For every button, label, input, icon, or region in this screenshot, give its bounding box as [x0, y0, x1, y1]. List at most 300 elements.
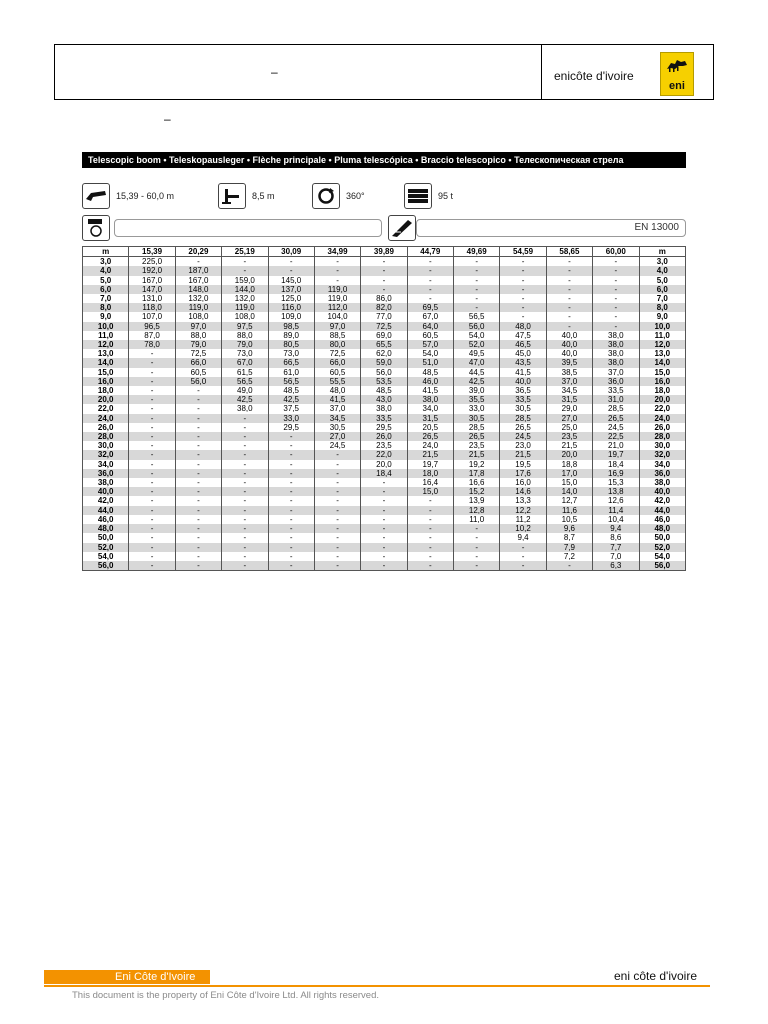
- capacity-cell: -: [314, 478, 360, 487]
- capacity-cell: -: [361, 552, 407, 561]
- capacity-cell: -: [361, 524, 407, 533]
- capacity-cell: -: [314, 460, 360, 469]
- boom-banner: Telescopic boom • Teleskopausleger • Flèche principale • Pluma telescópica • Braccio telescopico • Телескопическая стрела: [82, 152, 686, 168]
- table-row: [83, 515, 686, 524]
- capacity-cell: -: [454, 276, 500, 285]
- capacity-cell: -: [268, 460, 314, 469]
- radius-cell: 32,0: [639, 450, 686, 459]
- footer-accent: [44, 970, 112, 984]
- capacity-cell: 31,5: [546, 395, 592, 404]
- radius-cell: 11,0: [639, 331, 686, 340]
- capacity-cell: 97,0: [175, 322, 221, 331]
- capacity-cell: -: [175, 432, 221, 441]
- outrigger-value: 8,5 m: [252, 191, 275, 201]
- capacity-cell: 16,6: [454, 478, 500, 487]
- capacity-cell: -: [546, 276, 592, 285]
- capacity-cell: 89,0: [268, 331, 314, 340]
- capacity-cell: 19,5: [500, 460, 546, 469]
- capacity-cell: -: [175, 257, 221, 267]
- capacity-cell: -: [454, 303, 500, 312]
- capacity-cell: -: [361, 257, 407, 267]
- capacity-cell: -: [361, 266, 407, 275]
- radius-cell: 11,0: [83, 331, 129, 340]
- capacity-cell: -: [129, 561, 175, 571]
- capacity-cell: -: [129, 524, 175, 533]
- capacity-cell: 97,0: [314, 322, 360, 331]
- capacity-cell: 132,0: [175, 294, 221, 303]
- capacity-cell: -: [268, 257, 314, 267]
- radius-cell: 52,0: [639, 543, 686, 552]
- capacity-cell: -: [175, 506, 221, 515]
- capacity-cell: 43,0: [361, 395, 407, 404]
- capacity-cell: 38,0: [593, 331, 639, 340]
- radius-cell: 50,0: [83, 533, 129, 542]
- capacity-cell: 41,5: [500, 368, 546, 377]
- capacity-cell: -: [175, 386, 221, 395]
- capacity-cell: 30,5: [314, 423, 360, 432]
- capacity-cell: -: [129, 368, 175, 377]
- capacity-cell: -: [361, 276, 407, 285]
- capacity-cell: 38,0: [222, 404, 268, 413]
- capacity-cell: -: [361, 487, 407, 496]
- capacity-cell: -: [129, 496, 175, 505]
- radius-cell: 44,0: [639, 506, 686, 515]
- capacity-cell: -: [175, 460, 221, 469]
- capacity-cell: 47,5: [500, 331, 546, 340]
- capacity-cell: 24,0: [407, 441, 453, 450]
- capacity-cell: 67,0: [407, 312, 453, 321]
- radius-cell: 18,0: [639, 386, 686, 395]
- capacity-cell: -: [500, 294, 546, 303]
- capacity-cell: 19,2: [454, 460, 500, 469]
- capacity-cell: -: [175, 487, 221, 496]
- radius-cell: 32,0: [83, 450, 129, 459]
- radius-cell: 15,0: [83, 368, 129, 377]
- table-row: [83, 386, 686, 395]
- capacity-cell: 187,0: [175, 266, 221, 275]
- capacity-cell: -: [175, 552, 221, 561]
- capacity-cell: -: [175, 543, 221, 552]
- capacity-cell: -: [546, 322, 592, 331]
- capacity-cell: 10,5: [546, 515, 592, 524]
- capacity-cell: -: [454, 266, 500, 275]
- capacity-cell: 88,0: [222, 331, 268, 340]
- capacity-cell: 28,5: [454, 423, 500, 432]
- load-chart-table: [82, 246, 686, 571]
- radius-cell: 5,0: [83, 276, 129, 285]
- capacity-cell: 72,5: [175, 349, 221, 358]
- capacity-cell: 40,0: [546, 331, 592, 340]
- capacity-cell: -: [175, 404, 221, 413]
- capacity-cell: 119,0: [175, 303, 221, 312]
- footer-company: Eni Côte d'Ivoire: [112, 970, 210, 984]
- column-header: 34,99: [314, 247, 360, 257]
- capacity-cell: -: [546, 294, 592, 303]
- capacity-cell: -: [268, 524, 314, 533]
- capacity-cell: 125,0: [268, 294, 314, 303]
- capacity-cell: 26,5: [593, 414, 639, 423]
- capacity-cell: 56,5: [222, 377, 268, 386]
- capacity-cell: 17,8: [454, 469, 500, 478]
- column-header: 58,65: [546, 247, 592, 257]
- capacity-cell: 19,7: [593, 450, 639, 459]
- table-row: [83, 524, 686, 533]
- eni-logo: [660, 52, 694, 96]
- radius-cell: 12,0: [83, 340, 129, 349]
- capacity-cell: -: [175, 441, 221, 450]
- capacity-cell: 86,0: [361, 294, 407, 303]
- capacity-cell: 24,5: [314, 441, 360, 450]
- capacity-cell: 108,0: [222, 312, 268, 321]
- radius-cell: 34,0: [83, 460, 129, 469]
- capacity-cell: 16,0: [500, 478, 546, 487]
- capacity-cell: 23,0: [500, 441, 546, 450]
- capacity-cell: 29,5: [361, 423, 407, 432]
- capacity-cell: 60,5: [175, 368, 221, 377]
- capacity-cell: 26,5: [454, 432, 500, 441]
- capacity-cell: 13,3: [500, 496, 546, 505]
- table-row: [83, 432, 686, 441]
- radius-cell: 28,0: [83, 432, 129, 441]
- capacity-cell: 59,0: [361, 358, 407, 367]
- capacity-cell: -: [407, 266, 453, 275]
- capacity-cell: -: [500, 552, 546, 561]
- capacity-cell: -: [593, 294, 639, 303]
- capacity-cell: 21,5: [500, 450, 546, 459]
- capacity-cell: -: [546, 285, 592, 294]
- capacity-cell: -: [129, 460, 175, 469]
- table-row: [83, 294, 686, 303]
- table-row: [83, 533, 686, 542]
- capacity-cell: 48,0: [500, 322, 546, 331]
- capacity-cell: 66,5: [268, 358, 314, 367]
- capacity-cell: 9,4: [500, 533, 546, 542]
- capacity-cell: -: [222, 524, 268, 533]
- outrigger-spec: [218, 182, 275, 210]
- capacity-cell: -: [222, 469, 268, 478]
- capacity-cell: 52,0: [454, 340, 500, 349]
- capacity-cell: 54,0: [454, 331, 500, 340]
- radius-cell: 22,0: [639, 404, 686, 413]
- radius-cell: 7,0: [83, 294, 129, 303]
- capacity-cell: 38,0: [593, 340, 639, 349]
- capacity-cell: 107,0: [129, 312, 175, 321]
- table-row: [83, 496, 686, 505]
- capacity-cell: -: [546, 266, 592, 275]
- capacity-cell: 112,0: [314, 303, 360, 312]
- table-row: [83, 349, 686, 358]
- table-row: [83, 552, 686, 561]
- capacity-cell: 24,5: [593, 423, 639, 432]
- capacity-cell: 31,0: [593, 395, 639, 404]
- capacity-cell: -: [129, 487, 175, 496]
- capacity-cell: -: [454, 552, 500, 561]
- column-header: 15,39: [129, 247, 175, 257]
- capacity-cell: 28,5: [593, 404, 639, 413]
- radius-cell: 9,0: [83, 312, 129, 321]
- capacity-cell: 12,7: [546, 496, 592, 505]
- capacity-cell: 11,2: [500, 515, 546, 524]
- capacity-cell: -: [129, 469, 175, 478]
- table-row: [83, 414, 686, 423]
- capacity-cell: -: [268, 450, 314, 459]
- capacity-cell: -: [129, 450, 175, 459]
- capacity-cell: 40,0: [546, 340, 592, 349]
- capacity-cell: 49,5: [454, 349, 500, 358]
- radius-cell: 9,0: [639, 312, 686, 321]
- capacity-cell: -: [222, 266, 268, 275]
- capacity-cell: 119,0: [314, 294, 360, 303]
- radius-cell: 56,0: [83, 561, 129, 571]
- column-header: m: [83, 247, 129, 257]
- capacity-cell: 61,0: [268, 368, 314, 377]
- capacity-cell: 27,0: [546, 414, 592, 423]
- capacity-cell: 56,0: [454, 322, 500, 331]
- capacity-cell: 78,0: [129, 340, 175, 349]
- capacity-cell: -: [593, 257, 639, 267]
- capacity-cell: 53,5: [361, 377, 407, 386]
- capacity-cell: 46,5: [500, 340, 546, 349]
- capacity-cell: 20,0: [361, 460, 407, 469]
- capacity-cell: 26,0: [361, 432, 407, 441]
- radius-cell: 13,0: [639, 349, 686, 358]
- capacity-cell: -: [407, 285, 453, 294]
- capacity-cell: 37,0: [593, 368, 639, 377]
- capacity-cell: 108,0: [175, 312, 221, 321]
- radius-cell: 16,0: [639, 377, 686, 386]
- capacity-cell: 21,0: [593, 441, 639, 450]
- capacity-cell: -: [268, 266, 314, 275]
- radius-cell: 34,0: [639, 460, 686, 469]
- capacity-cell: 48,5: [361, 386, 407, 395]
- radius-cell: 10,0: [83, 322, 129, 331]
- radius-cell: 24,0: [639, 414, 686, 423]
- capacity-cell: 27,0: [314, 432, 360, 441]
- capacity-cell: -: [593, 303, 639, 312]
- capacity-cell: 38,0: [593, 349, 639, 358]
- column-header: 30,09: [268, 247, 314, 257]
- capacity-cell: 13,8: [593, 487, 639, 496]
- capacity-cell: 23,5: [361, 441, 407, 450]
- column-header: 60,00: [593, 247, 639, 257]
- capacity-cell: 40,0: [546, 349, 592, 358]
- capacity-cell: 48,0: [314, 386, 360, 395]
- capacity-cell: 22,5: [593, 432, 639, 441]
- capacity-cell: 69,0: [361, 331, 407, 340]
- radius-cell: 20,0: [83, 395, 129, 404]
- capacity-cell: 109,0: [268, 312, 314, 321]
- counterweight-icon: [404, 183, 432, 209]
- table-row: [83, 322, 686, 331]
- capacity-cell: -: [314, 515, 360, 524]
- radius-cell: 20,0: [639, 395, 686, 404]
- capacity-cell: 38,5: [546, 368, 592, 377]
- capacity-cell: 33,5: [593, 386, 639, 395]
- radius-cell: 26,0: [83, 423, 129, 432]
- radius-cell: 13,0: [83, 349, 129, 358]
- capacity-cell: -: [500, 561, 546, 571]
- capacity-cell: -: [500, 303, 546, 312]
- capacity-cell: 42,5: [454, 377, 500, 386]
- table-header-row: [83, 247, 686, 257]
- capacity-cell: 42,5: [222, 395, 268, 404]
- capacity-cell: 33,0: [268, 414, 314, 423]
- capacity-cell: -: [407, 294, 453, 303]
- capacity-cell: 8,7: [546, 533, 592, 542]
- capacity-cell: -: [361, 515, 407, 524]
- capacity-cell: -: [175, 561, 221, 571]
- capacity-cell: -: [314, 561, 360, 571]
- capacity-cell: -: [268, 552, 314, 561]
- capacity-cell: -: [361, 506, 407, 515]
- capacity-cell: -: [175, 469, 221, 478]
- capacity-cell: -: [593, 285, 639, 294]
- capacity-cell: -: [175, 515, 221, 524]
- slew-value: 360°: [346, 191, 365, 201]
- capacity-cell: -: [268, 515, 314, 524]
- capacity-cell: -: [129, 358, 175, 367]
- radius-cell: 54,0: [83, 552, 129, 561]
- capacity-cell: -: [407, 552, 453, 561]
- capacity-cell: 11,6: [546, 506, 592, 515]
- outrigger-icon: [218, 183, 246, 209]
- radius-cell: 30,0: [83, 441, 129, 450]
- radius-cell: 3,0: [83, 257, 129, 267]
- footer-note: This document is the property of Eni Côte d'Ivoire Ltd. All rights reserved.: [72, 990, 380, 1001]
- standard-box: EN 13000: [416, 219, 686, 237]
- radius-cell: 3,0: [639, 257, 686, 267]
- capacity-cell: 98,5: [268, 322, 314, 331]
- capacity-cell: 80,5: [268, 340, 314, 349]
- capacity-cell: 7,7: [593, 543, 639, 552]
- capacity-cell: 88,0: [175, 331, 221, 340]
- radius-cell: 40,0: [639, 487, 686, 496]
- capacity-cell: -: [314, 533, 360, 542]
- column-header: 44,79: [407, 247, 453, 257]
- capacity-cell: -: [129, 386, 175, 395]
- capacity-cell: 137,0: [268, 285, 314, 294]
- radius-cell: 15,0: [639, 368, 686, 377]
- capacity-cell: -: [546, 312, 592, 321]
- capacity-cell: 159,0: [222, 276, 268, 285]
- capacity-cell: -: [314, 506, 360, 515]
- capacity-cell: -: [314, 496, 360, 505]
- capacity-cell: -: [222, 257, 268, 267]
- capacity-cell: -: [129, 414, 175, 423]
- capacity-cell: 116,0: [268, 303, 314, 312]
- capacity-cell: 15,2: [454, 487, 500, 496]
- capacity-cell: -: [268, 487, 314, 496]
- capacity-cell: 12,6: [593, 496, 639, 505]
- table-row: [83, 460, 686, 469]
- capacity-cell: 7,2: [546, 552, 592, 561]
- capacity-cell: -: [129, 395, 175, 404]
- capacity-cell: 38,0: [593, 358, 639, 367]
- capacity-cell: -: [129, 377, 175, 386]
- table-row: [83, 450, 686, 459]
- capacity-cell: 60,5: [407, 331, 453, 340]
- column-header: 49,69: [454, 247, 500, 257]
- capacity-cell: 21,5: [407, 450, 453, 459]
- radius-cell: 48,0: [639, 524, 686, 533]
- capacity-cell: -: [361, 478, 407, 487]
- capacity-cell: -: [222, 450, 268, 459]
- capacity-cell: 11,4: [593, 506, 639, 515]
- capacity-cell: -: [546, 561, 592, 571]
- capacity-cell: -: [222, 432, 268, 441]
- radius-cell: 46,0: [83, 515, 129, 524]
- capacity-cell: 20,0: [546, 450, 592, 459]
- radius-cell: 52,0: [83, 543, 129, 552]
- capacity-cell: -: [222, 460, 268, 469]
- capacity-cell: -: [222, 533, 268, 542]
- capacity-cell: -: [175, 423, 221, 432]
- capacity-cell: -: [222, 414, 268, 423]
- header-title-cell: [55, 45, 542, 99]
- capacity-cell: 14,6: [500, 487, 546, 496]
- capacity-cell: 80,0: [314, 340, 360, 349]
- capacity-cell: 45,0: [500, 349, 546, 358]
- capacity-cell: 66,0: [175, 358, 221, 367]
- table-row: [83, 441, 686, 450]
- capacity-cell: 19,7: [407, 460, 453, 469]
- capacity-cell: 192,0: [129, 266, 175, 275]
- capacity-cell: 72,5: [314, 349, 360, 358]
- capacity-cell: -: [500, 312, 546, 321]
- capacity-cell: 49,0: [222, 386, 268, 395]
- capacity-cell: 33,0: [454, 404, 500, 413]
- capacity-cell: -: [129, 441, 175, 450]
- capacity-cell: 29,5: [268, 423, 314, 432]
- capacity-cell: -: [454, 533, 500, 542]
- capacity-cell: -: [222, 552, 268, 561]
- capacity-cell: 43,5: [500, 358, 546, 367]
- capacity-cell: -: [361, 561, 407, 571]
- table-row: [83, 478, 686, 487]
- capacity-cell: 60,5: [314, 368, 360, 377]
- capacity-cell: 17,0: [546, 469, 592, 478]
- capacity-cell: 72,5: [361, 322, 407, 331]
- radius-cell: 38,0: [83, 478, 129, 487]
- capacity-cell: -: [175, 496, 221, 505]
- table-row: [83, 276, 686, 285]
- footer-brand: eni côte d'ivoire: [614, 969, 698, 983]
- capacity-cell: -: [175, 524, 221, 533]
- subheading: –: [164, 112, 171, 126]
- capacity-cell: 73,0: [222, 349, 268, 358]
- radius-cell: 7,0: [639, 294, 686, 303]
- capacity-cell: -: [314, 450, 360, 459]
- radius-cell: 56,0: [639, 561, 686, 571]
- capacity-cell: 25,0: [546, 423, 592, 432]
- radius-cell: 16,0: [83, 377, 129, 386]
- capacity-cell: -: [407, 496, 453, 505]
- radius-cell: 44,0: [83, 506, 129, 515]
- capacity-cell: -: [129, 533, 175, 542]
- capacity-cell: 88,5: [314, 331, 360, 340]
- capacity-cell: -: [454, 294, 500, 303]
- radius-cell: 42,0: [83, 496, 129, 505]
- capacity-cell: -: [175, 414, 221, 423]
- capacity-cell: -: [222, 441, 268, 450]
- radius-cell: 48,0: [83, 524, 129, 533]
- capacity-cell: -: [500, 257, 546, 267]
- capacity-cell: 16,9: [593, 469, 639, 478]
- capacity-cell: 69,5: [407, 303, 453, 312]
- capacity-cell: -: [500, 276, 546, 285]
- capacity-cell: -: [175, 478, 221, 487]
- hook-block-icon: [82, 215, 110, 241]
